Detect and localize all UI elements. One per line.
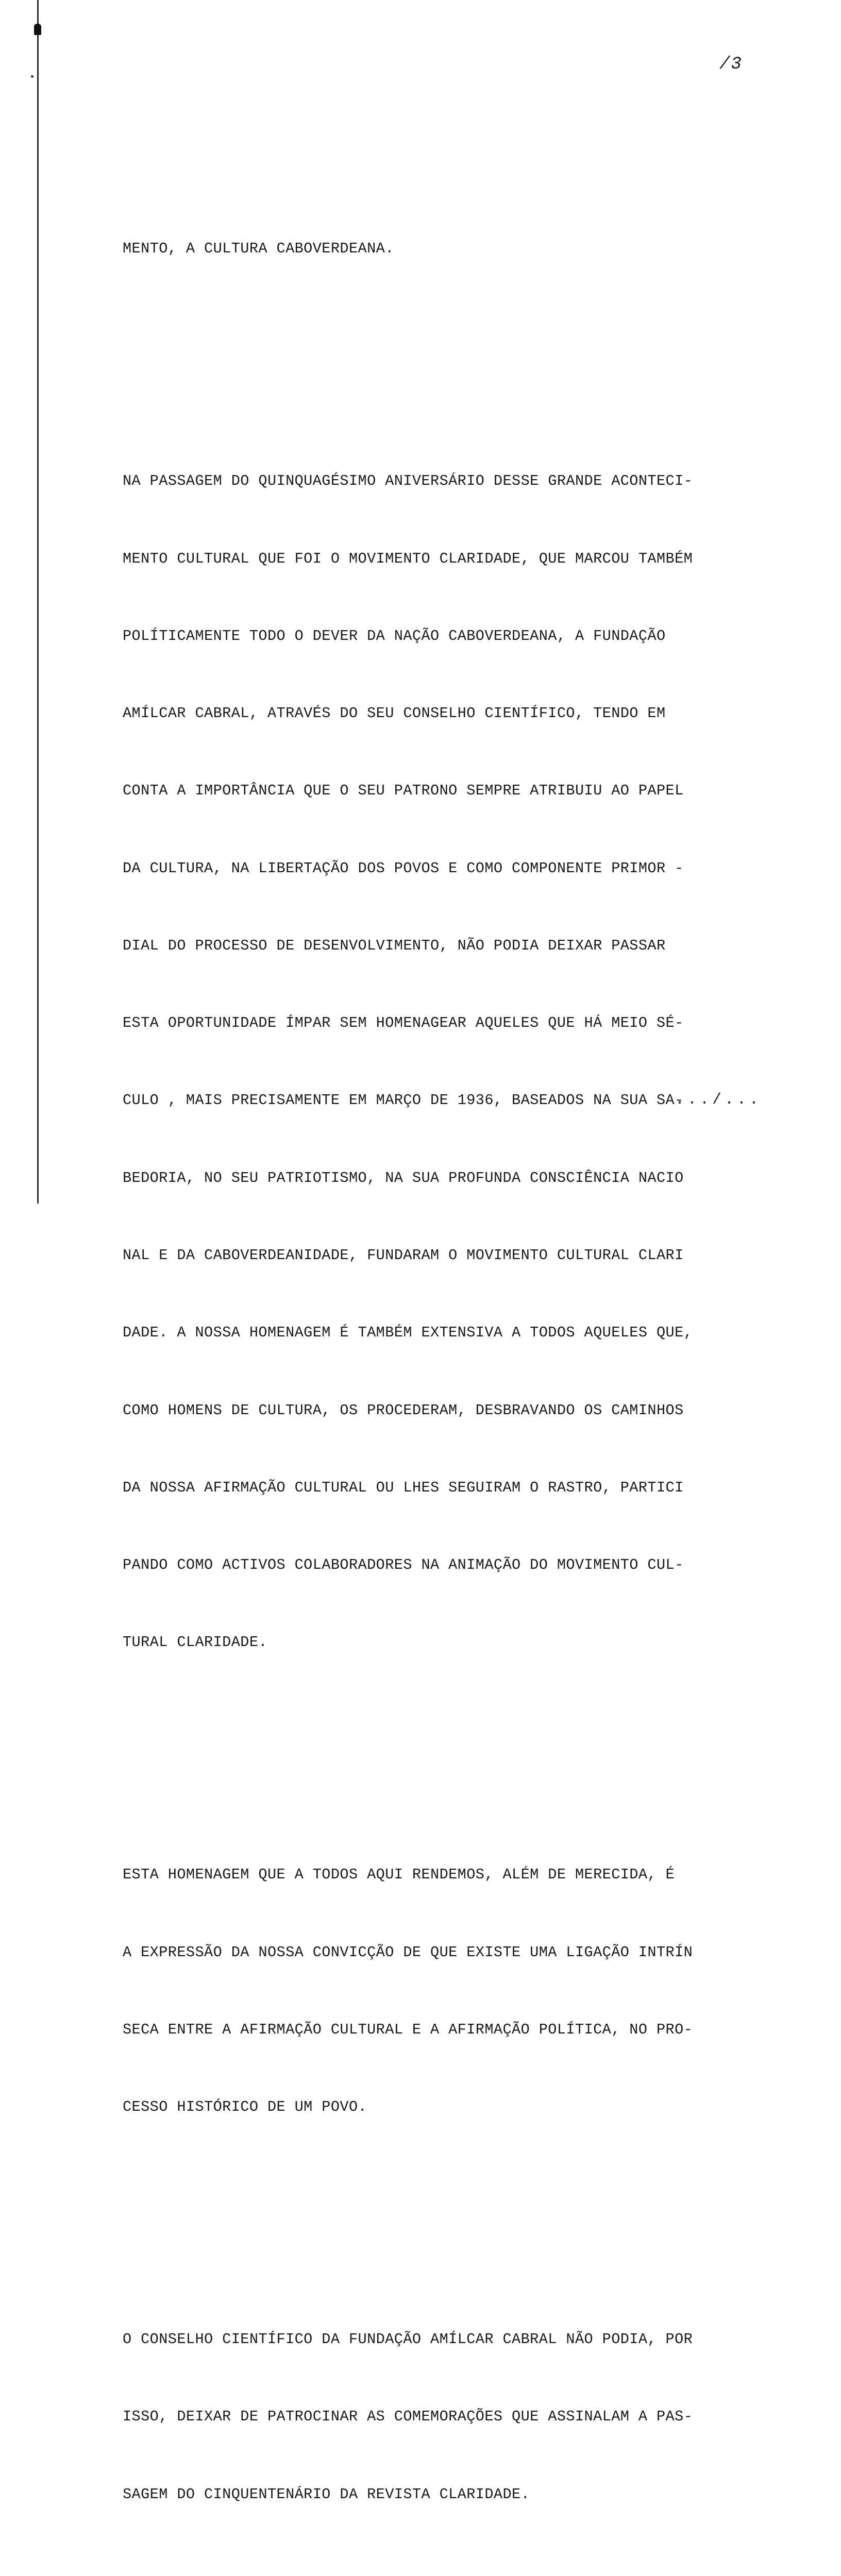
text-line: SECA ENTRE A AFIRMAÇÃO CULTURAL E A AFIRMAÇÃO POLÍTICA, NO PRO-	[123, 2021, 693, 2038]
paragraph	[123, 184, 777, 313]
page-number: /3	[719, 55, 743, 74]
text-line: TURAL CLARIDADE.	[123, 1634, 267, 1651]
text-line: POLÍTICAMENTE TODO O DEVER DA NAÇÃO CABOVERDEANA, A FUNDAÇÃO	[123, 627, 666, 645]
text-line: A EXPRESSÃO DA NOSSA CONVICÇÃO DE QUE EXISTE UMA LIGAÇÃO INTRÍN	[123, 1943, 693, 1961]
text-line: CULO , MAIS PRECISAMENTE EM MARÇO DE 1936, BASEADOS NA SUA SA-	[123, 1092, 684, 1109]
text-line: COMO HOMENS DE CULTURA, OS PROCEDERAM, DESBRAVANDO OS CAMINHOS	[123, 1401, 684, 1419]
text-line: PANDO COMO ACTIVOS COLABORADORES NA ANIMAÇÃO DO MOVIMENTO CUL-	[123, 1556, 684, 1574]
text-line: DA CULTURA, NA LIBERTAÇÃO DOS POVOS E COMO COMPONENTE PRIMOR -	[123, 859, 684, 877]
scan-speck	[31, 75, 33, 78]
binding-edge-line	[37, 0, 39, 1204]
text-line: NAL E DA CABOVERDEANIDADE, FUNDARAM O MOVIMENTO CULTURAL CLARI	[123, 1247, 684, 1264]
text-line: CESSO HISTÓRICO DE UM POVO.	[123, 2098, 367, 2116]
text-line: NA PASSAGEM DO QUINQUAGÉSIMO ANIVERSÁRIO DESSE GRANDE ACONTECI-	[123, 472, 693, 490]
paragraph	[123, 417, 777, 1707]
document-body	[123, 133, 777, 2576]
text-line: ISSO, DEIXAR DE PATROCINAR AS COMEMORAÇÕES QUE ASSINALAM A PAS-	[123, 2408, 693, 2426]
paragraph	[123, 1810, 777, 2172]
text-line: ESTA OPORTUNIDADE ÍMPAR SEM HOMENAGEAR AQUELES QUE HÁ MEIO SÉ-	[123, 1014, 684, 1032]
binding-hole-mark	[34, 24, 41, 35]
text-line: DA NOSSA AFIRMAÇÃO CULTURAL OU LHES SEGUIRAM O RASTRO, PARTICI	[123, 1479, 684, 1496]
text-line: CONTA A IMPORTÂNCIA QUE O SEU PATRONO SEMPRE ATRIBUIU AO PAPEL	[123, 782, 684, 800]
text-line: MENTO CULTURAL QUE FOI O MOVIMENTO CLARIDADE, QUE MARCOU TAMBÉM	[123, 550, 693, 567]
text-line: BEDORIA, NO SEU PATRIOTISMO, NA SUA PROFUNDA CONSCIÊNCIA NACIO	[123, 1169, 684, 1187]
text-line: O CONSELHO CIENTÍFICO DA FUNDAÇÃO AMÍLCAR CABRAL NÃO PODIA, POR	[123, 2330, 693, 2348]
text-line: AMÍLCAR CABRAL, ATRAVÉS DO SEU CONSELHO CIENTÍFICO, TENDO EM	[123, 705, 666, 722]
text-line: DIAL DO PROCESSO DE DESENVOLVIMENTO, NÃO PODIA DEIXAR PASSAR	[123, 937, 666, 954]
paragraph	[123, 2275, 777, 2559]
continuation-marker: .../...	[675, 1091, 762, 1109]
text-line: ESTA HOMENAGEM QUE A TODOS AQUI RENDEMOS, ALÉM DE MERECIDA, É	[123, 1866, 675, 1884]
text-line: MENTO, A CULTURA CABOVERDEANA.	[123, 240, 394, 258]
text-line: SAGEM DO CINQUENTENÁRIO DA REVISTA CLARIDADE.	[123, 2485, 530, 2503]
text-line: DADE. A NOSSA HOMENAGEM É TAMBÉM EXTENSIVA A TODOS AQUELES QUE,	[123, 1324, 693, 1342]
